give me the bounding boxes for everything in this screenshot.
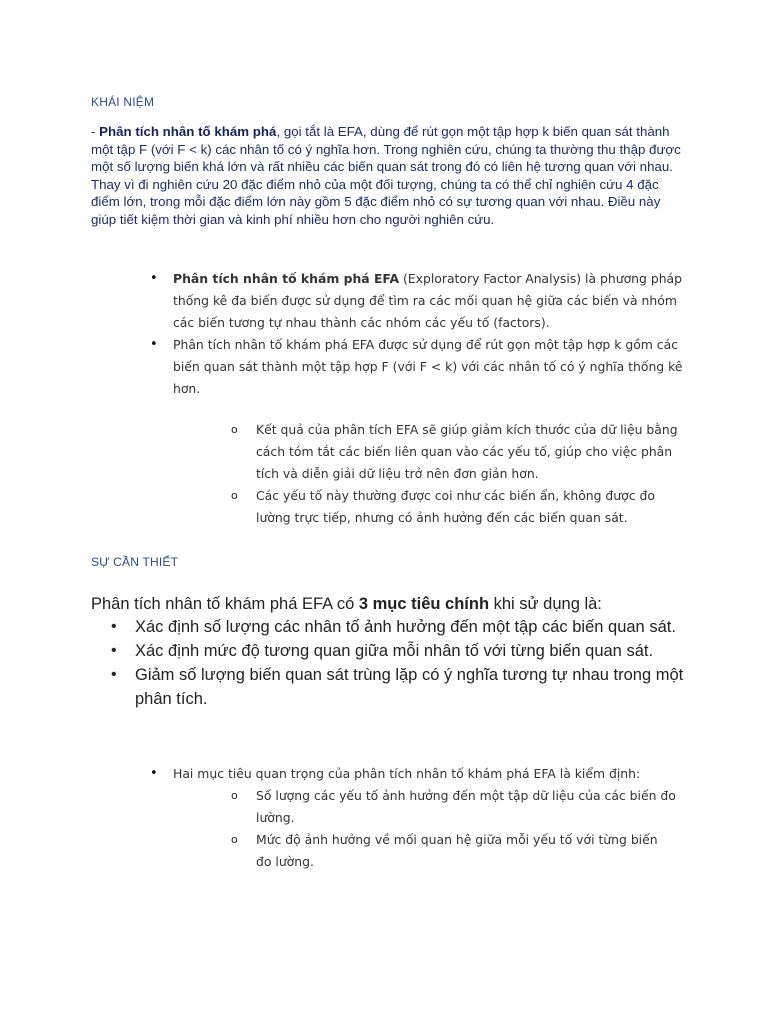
goals-list [111, 615, 687, 711]
sub-list-item [231, 829, 676, 873]
goals-lead-paragraph [91, 592, 691, 616]
goal-text: Xác định số lượng các nhân tố ảnh hưởng đến một tập các biến quan sát. [135, 618, 676, 636]
bullet-dot-icon: • [150, 766, 158, 781]
bullet-dot-icon: • [111, 642, 117, 659]
sub-list-item-text: Số lượng các yếu tố ảnh hưởng đến một tập dữ liệu của các biến đo lường. [256, 788, 676, 825]
bullet-circle-icon: o [231, 489, 238, 502]
intro-bold-term: Phân tích nhân tố khám phá [99, 124, 277, 139]
sub-list-item-text: Mức độ ảnh hưởng về mối quan hệ giữa mỗi yếu tố với từng biến đo lường. [256, 832, 658, 869]
bullet-dot-icon: • [150, 271, 158, 286]
bullet-circle-icon: o [231, 833, 238, 846]
goal-item [111, 615, 687, 639]
verification-bullet-list [150, 763, 713, 785]
intro-text: , gọi tắt là EFA, dùng để rút gọn một tập hợp k biến quan sát thành một tập F (với F < k) các nhân tố có ý nghĩa hơn. Trong nghiên cứu, chúng ta thường thu thập được một số lượng biến khá lớn và rất nhiều các biến quan sát trong đó có liên hệ tương quan với nhau. Thay vì đi nghiên cứu 20 đặc điểm nhỏ của một đối tượng, chúng ta có thể chỉ nghiên cứu 4 đặc điểm lớn, trong mỗi đặc điểm lớn này gồm 5 đặc điểm nhỏ có sự tương quan với nhau. Điều này giúp tiết kiệm thời gian và kinh phí nhiều hơn cho người nghiên cứu. [91, 124, 681, 227]
list-item [150, 334, 693, 400]
sub-list-item [231, 485, 686, 529]
goal-item [111, 663, 687, 711]
list-item [150, 268, 693, 334]
sub-list-item-text: Kết quả của phân tích EFA sẽ giúp giảm kích thước của dữ liệu bằng cách tóm tắt các biến liên quan vào các yếu tố, giúp cho việc phân tích và diễn giải dữ liệu trở nên đơn giản hơn. [256, 422, 678, 481]
bullet-circle-icon: o [231, 423, 238, 436]
lead-bold: 3 mục tiêu chính [358, 595, 490, 613]
list-item-text: Hai mục tiêu quan trọng của phân tích nhân tố khám phá EFA là kiểm định: [173, 766, 641, 781]
section-heading-concept: KHÁI NIỆM [91, 95, 155, 109]
goal-item [111, 639, 687, 663]
definition-bullet-list [150, 268, 693, 400]
list-item-text: Phân tích nhân tố khám phá EFA được sử dụng để rút gọn một tập hợp k gồm các biến quan sát thành một tập hợp F (với F < k) với các nhân tố có ý nghĩa thống kê hơn. [173, 337, 683, 396]
bullet-dot-icon: • [150, 337, 158, 352]
intro-prefix: - [91, 124, 100, 139]
bullet-dot-icon: • [111, 618, 117, 635]
lead-prefix: Phân tích nhân tố khám phá EFA có [91, 595, 359, 613]
bullet-circle-icon: o [231, 789, 238, 802]
sub-list-item [231, 419, 686, 485]
list-item-text: (Exploratory Factor Analysis) là phương pháp thống kê đa biến được sử dụng để tìm ra các mối quan hệ giữa các biến và nhóm các biến tương tự nhau thành các nhóm các yếu tố (factors). [173, 271, 683, 330]
goal-text: Giảm số lượng biến quan sát trùng lặp có ý nghĩa tương tự nhau trong một phân tích. [135, 666, 684, 708]
definition-sub-bullet-list [231, 419, 686, 529]
sub-list-item [231, 785, 676, 829]
list-item [150, 763, 713, 785]
goal-text: Xác định mức độ tương quan giữa mỗi nhân tố với từng biến quan sát. [135, 642, 654, 660]
section-heading-necessity: SỰ CẦN THIẾT [91, 555, 179, 569]
intro-paragraph [91, 123, 681, 229]
verification-sub-bullet-list [231, 785, 676, 873]
bullet-dot-icon: • [111, 666, 117, 683]
lead-suffix: khi sử dụng là: [489, 595, 602, 613]
list-item-bold: Phân tích nhân tố khám phá EFA [173, 271, 400, 286]
sub-list-item-text: Các yếu tố này thường được coi như các biến ẩn, không được đo lường trực tiếp, nhưng có ảnh hưởng đến các biến quan sát. [256, 488, 655, 525]
